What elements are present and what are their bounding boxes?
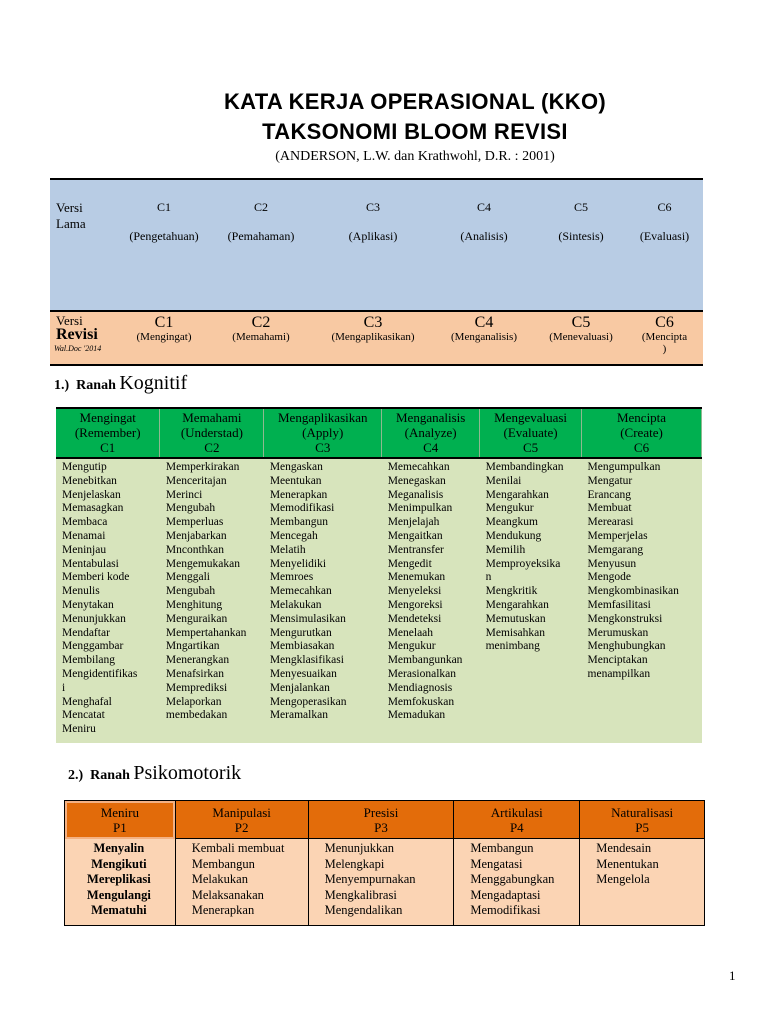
list-item: Mengulangi <box>86 887 151 902</box>
list-item: Mengukur <box>387 640 436 653</box>
kognitif-table <box>56 407 702 743</box>
list-item: menampilkan <box>587 667 651 680</box>
new-version-row <box>50 311 703 365</box>
list-item: Mengemukakan <box>165 557 240 570</box>
list-item: Mematuhi <box>91 903 147 917</box>
kognitif-header-c2: Memahami (Understad) C2 <box>160 408 264 458</box>
list-item: Membangun <box>191 856 255 871</box>
list-item: Memasagkan <box>62 502 124 515</box>
list-item: Erancang <box>587 488 631 501</box>
list-item: Melaksanakan <box>191 887 264 902</box>
list-item: Memperkirakan <box>165 461 240 473</box>
list-item: Merasionalkan <box>387 667 457 680</box>
kognitif-column-c6 <box>582 458 702 743</box>
list-item: Mengarahkan <box>485 598 549 611</box>
list-item: Mengatur <box>587 474 633 487</box>
list-item: Memodifikasi <box>470 903 541 917</box>
list-item: Meganalisis <box>387 488 444 501</box>
list-item: Menyesuaikan <box>269 667 337 680</box>
list-item: Mengikuti <box>91 856 147 871</box>
psikomotorik-header-row <box>65 801 705 839</box>
kognitif-header-c6: Mencipta (Create) C6 <box>582 408 702 458</box>
list-item: membedakan <box>165 709 228 722</box>
list-item: Menunjukkan <box>324 841 395 855</box>
list-item: Mengumpulkan <box>587 461 661 473</box>
list-item: Mengkalibrasi <box>324 887 397 902</box>
subtitle: (ANDERSON, L.W. dan Krathwohl, D.R. : 2001) <box>275 149 555 164</box>
list-item: Mengkritik <box>485 585 538 598</box>
new-c2: C2 (Memahami) <box>208 311 314 365</box>
new-version-header: Versi Revisi <box>50 311 120 365</box>
kognitif-header-c5: Mengevaluasi (Evaluate) C5 <box>480 408 582 458</box>
list-item: Menamai <box>62 529 106 542</box>
list-item: Mengelola <box>596 872 650 886</box>
credit-note: Wal.Doc '2014 <box>54 344 102 353</box>
psikomotorik-table <box>64 800 705 926</box>
list-item: Merearasi <box>587 516 634 529</box>
list-item: Merumuskan <box>587 626 649 639</box>
list-item: Meentukan <box>269 474 322 487</box>
list-item: Mengubah <box>165 585 216 598</box>
list-item: Mengukur <box>485 502 534 515</box>
psikomotorik-header-p3: Presisi P3 <box>308 801 454 839</box>
psikomotorik-column-p1 <box>65 839 176 926</box>
list-item: Menelaah <box>387 626 434 639</box>
list-item: Memilih <box>485 543 526 556</box>
list-item: Menyalin <box>93 841 145 855</box>
list-item: Menjelaskan <box>62 488 121 501</box>
list-item: Mereplikasi <box>87 872 151 886</box>
list-item: Mengurutkan <box>269 626 332 639</box>
psikomotorik-body-row <box>65 839 705 926</box>
list-item: Mendesain <box>596 841 652 855</box>
list-item: Mendeteksi <box>387 612 442 625</box>
old-c6: C6 (Evaluasi) <box>626 179 703 311</box>
list-item: Meniru <box>62 723 96 736</box>
list-item: Menggali <box>165 571 210 584</box>
list-item: Membiasakan <box>269 640 335 653</box>
list-item: Menimpulkan <box>387 502 453 515</box>
list-item: Mendaftar <box>62 626 110 639</box>
list-item: Mengode <box>587 571 631 584</box>
list-item: Menentukan <box>596 856 659 871</box>
list-item: Memadukan <box>387 709 446 722</box>
list-item: Menafsirkan <box>165 667 225 680</box>
list-item: Memberi kode <box>62 571 130 584</box>
list-item: Mendukung <box>485 529 542 542</box>
list-item: Mempertahankan <box>165 626 247 639</box>
list-item: Memperluas <box>165 516 224 529</box>
list-item: Mengoreksi <box>387 598 443 611</box>
psikomotorik-column-p3 <box>308 839 454 926</box>
list-item: i <box>62 681 66 694</box>
title-line-2: TAKSONOMI BLOOM REVISI <box>262 119 568 144</box>
list-item: Melakukan <box>269 598 322 611</box>
list-item: Mengutip <box>62 461 107 473</box>
list-item: Mencatat <box>62 709 105 722</box>
list-item: Mengubah <box>165 502 216 515</box>
list-item: Membangun <box>470 841 534 855</box>
list-item: Meramalkan <box>269 709 328 722</box>
old-c3: C3 (Aplikasi) <box>314 179 432 311</box>
new-c3: C3 (Mengaplikasikan) <box>314 311 432 365</box>
list-item: Menerapkan <box>191 903 255 917</box>
section-kognitif-heading: 1.) Ranah Kognitif <box>54 372 188 394</box>
list-item: Menyelidiki <box>269 557 327 570</box>
psikomotorik-header-p1: Meniru P1 <box>65 801 176 839</box>
list-item: Melatih <box>269 543 306 556</box>
list-item: Mengoperasikan <box>269 695 347 708</box>
list-item: Melakukan <box>191 872 248 886</box>
list-item: Memperjelas <box>587 529 648 542</box>
list-item: Mentransfer <box>387 543 444 556</box>
list-item: menimbang <box>485 640 540 653</box>
list-item: Menulis <box>62 585 100 598</box>
list-item: Mengaskan <box>269 461 323 473</box>
list-item: Mengarahkan <box>485 488 549 501</box>
kognitif-body-row <box>56 458 702 743</box>
list-item: Memgarang <box>587 543 644 556</box>
list-item: Mengendalikan <box>324 903 403 917</box>
kognitif-column-c3 <box>264 458 382 743</box>
list-item: Menytakan <box>62 598 114 611</box>
psikomotorik-header-p2: Manipulasi P2 <box>175 801 308 839</box>
list-item: Menyempurnakan <box>324 872 416 886</box>
list-item: Menegaskan <box>387 474 446 487</box>
kognitif-header-row <box>56 408 702 458</box>
list-item: Membuat <box>587 502 632 515</box>
kognitif-column-c1 <box>56 458 160 743</box>
version-table <box>50 178 703 366</box>
list-item: Meangkum <box>485 516 538 529</box>
new-c1: C1 (Mengingat) <box>120 311 208 365</box>
list-item: Memodifikasi <box>269 502 335 515</box>
list-item: Mengklasifikasi <box>269 654 344 667</box>
list-item: Memecahkan <box>269 585 332 598</box>
old-c5: C5 (Sintesis) <box>536 179 626 311</box>
kognitif-column-c5 <box>480 458 582 743</box>
list-item: Menemukan <box>387 571 446 584</box>
list-item: Menerapkan <box>269 488 328 501</box>
list-item: Memutuskan <box>485 612 546 625</box>
list-item: Menggabungkan <box>470 872 555 886</box>
list-item: Membangun <box>269 516 328 529</box>
kognitif-column-c4 <box>382 458 480 743</box>
list-item: Menghafal <box>62 695 112 708</box>
list-item: Mengidentifikas <box>62 667 138 680</box>
title-line-1: KATA KERJA OPERASIONAL (KKO) <box>223 89 606 114</box>
list-item: Memproyeksika <box>485 557 561 570</box>
old-version-header: Versi Lama <box>50 179 120 311</box>
list-item: Menghubungkan <box>587 640 666 653</box>
list-item: Mengkombinasikan <box>587 585 679 598</box>
list-item: Melaporkan <box>165 695 222 708</box>
list-item: Menilai <box>485 474 522 487</box>
list-item: Menjabarkan <box>165 529 227 542</box>
old-c4: C4 (Analisis) <box>432 179 536 311</box>
old-c1: C1 (Pengetahuan) <box>120 179 208 311</box>
list-item: Menggambar <box>62 640 124 653</box>
list-item: Memecahkan <box>387 461 450 473</box>
new-c5: C5 (Menevaluasi) <box>536 311 626 365</box>
list-item: Mengaitkan <box>387 529 443 542</box>
psikomotorik-column-p2 <box>175 839 308 926</box>
list-item: Menjalankan <box>269 681 330 694</box>
list-item: Mencegah <box>269 529 318 542</box>
list-item: Menghitung <box>165 598 223 611</box>
list-item: Membaca <box>62 516 108 529</box>
list-item: Kembali membuat <box>191 841 285 855</box>
list-item: Menebitkan <box>62 474 117 487</box>
kognitif-column-c2 <box>160 458 264 743</box>
list-item: Mengatasi <box>470 856 523 871</box>
new-c6: C6 (Mencipta ) <box>626 311 703 365</box>
list-item: Mengadaptasi <box>470 887 541 902</box>
list-item: Mensimulasikan <box>269 612 346 625</box>
list-item: Mnconthkan <box>165 543 225 556</box>
list-item: Memprediksi <box>165 681 228 694</box>
psikomotorik-header-p5: Naturalisasi P5 <box>580 801 705 839</box>
list-item: Menunjukkan <box>62 612 126 625</box>
page-number: 1 <box>729 968 736 983</box>
old-c2: C2 (Pemahaman) <box>208 179 314 311</box>
psikomotorik-header-p4: Artikulasi P4 <box>454 801 580 839</box>
kognitif-header-c4: Menganalisis (Analyze) C4 <box>382 408 480 458</box>
list-item: n <box>485 571 492 584</box>
kognitif-header-c1: Mengingat (Remember) C1 <box>56 408 160 458</box>
list-item: Membilang <box>62 654 116 667</box>
list-item: Memfasilitasi <box>587 598 651 611</box>
list-item: Menciptakan <box>587 654 648 667</box>
section-psikomotorik-heading: 2.) Ranah Psikomotorik <box>68 762 242 784</box>
list-item: Memfokuskan <box>387 695 455 708</box>
list-item: Merinci <box>165 488 203 501</box>
psikomotorik-column-p5 <box>580 839 705 926</box>
list-item: Mngartikan <box>165 640 220 653</box>
psikomotorik-column-p4 <box>454 839 580 926</box>
kognitif-header-c3: Mengaplikasikan (Apply) C3 <box>264 408 382 458</box>
list-item: Menjelajah <box>387 516 440 529</box>
list-item: Menyeleksi <box>387 585 442 598</box>
list-item: Mendiagnosis <box>387 681 453 694</box>
list-item: Memroes <box>269 571 314 584</box>
list-item: Menyusun <box>587 557 637 570</box>
list-item: Mengkonstruksi <box>587 612 663 625</box>
list-item: Mengedit <box>387 557 432 570</box>
new-c4: C4 (Menganalisis) <box>432 311 536 365</box>
list-item: Mentabulasi <box>62 557 119 570</box>
list-item: Membandingkan <box>485 461 564 473</box>
old-version-row <box>50 179 703 311</box>
list-item: Membangunkan <box>387 654 463 667</box>
list-item: Menceritajan <box>165 474 227 487</box>
list-item: Memisahkan <box>485 626 546 639</box>
list-item: Melengkapi <box>324 856 385 871</box>
list-item: Menguraikan <box>165 612 228 625</box>
list-item: Menerangkan <box>165 654 230 667</box>
list-item: Meninjau <box>62 543 107 556</box>
